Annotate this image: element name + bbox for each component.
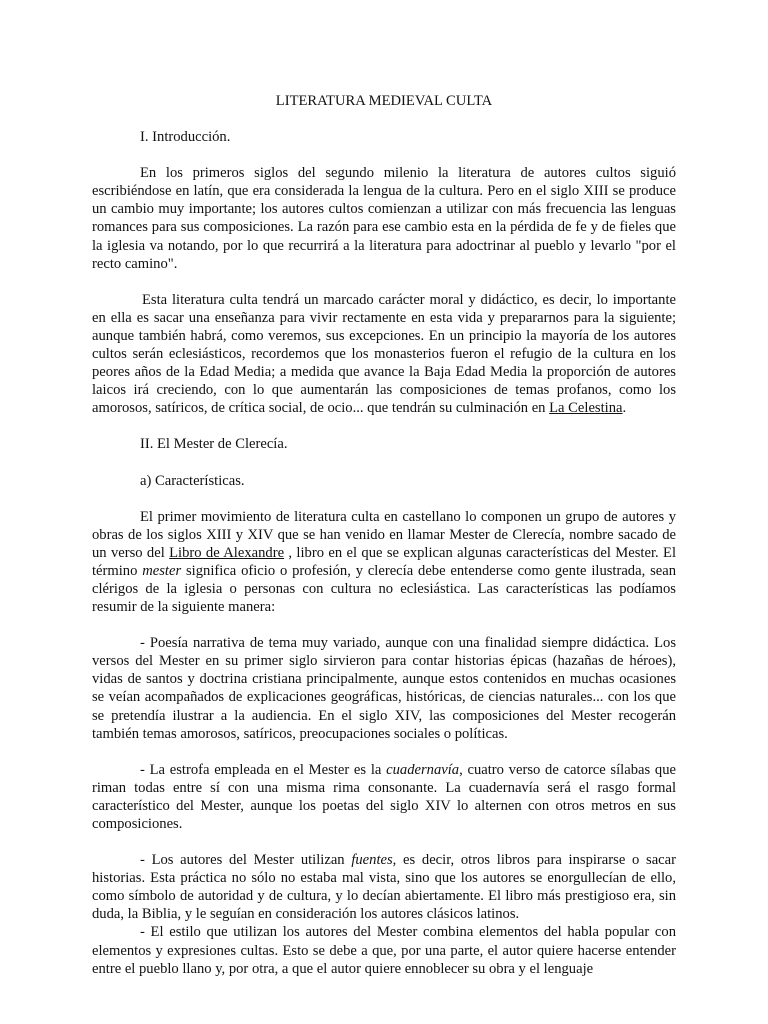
term-fuentes: fuentes <box>351 852 393 869</box>
term-mester: mester <box>142 562 182 579</box>
paragraph-fuentes-b: , es decir, otros libros para inspirarse o sacar historias. Esta práctica no sólo no estaba mal vista, sino que los autores se enorgullecían de ello, como símbolo de autoridad y de cultura, y lo decían abiertamente. El libro más prestigioso era, sin duda, la Biblia, y le seguían en consideración los autores clásicos latinos. <box>92 852 676 923</box>
term-cuadernavia: cuadernavía <box>386 761 460 778</box>
paragraph-mester-1 <box>92 508 676 617</box>
paragraph-mester-1-b: , libro en el que se explican algunas características del Mester. El término <box>92 544 677 579</box>
subheading-caracteristicas: a) Características. <box>140 472 245 489</box>
paragraph-characteristic-estrofa <box>92 761 676 833</box>
paragraph-mester-1-a: El primer movimiento de literatura culta en castellano lo componen un grupo de autores y obras de los siglos XIII y XIV que se han venido en llamar Mester de Clerecía, nombre sacado de un verso del <box>92 508 676 561</box>
paragraph-characteristic-tema: - Poesía narrativa de tema muy variado, aunque con una finalidad siempre didáctica. Los versos del Mester en su primer siglo sirvieron para contar historias épicas (hazañas de héroes), vidas de santos y doctrina cristiana principalmente, aunque estos contenidos en muchas ocasiones se veían acompañados de explicaciones geográficas, históricas, de ciencias naturales... con los que se pretendía ilustrar a la audiencia. En el siglo XIV, las composiciones del Mester recogerán también temas amorosos, satíricos, preocupaciones sociales o políticas. <box>92 635 676 742</box>
paragraph-estrofa-a: - La estrofa empleada en el Mester es la <box>140 761 387 778</box>
link-la-celestina[interactable]: La Celestina <box>549 400 623 417</box>
paragraph-intro-2 <box>92 291 676 418</box>
paragraph-estrofa-b: , cuatro verso de catorce sílabas que riman todas entre sí con una misma rima consonante. La cuadernavía será el rasgo formal característico del Mester, aunque los poetas del siglo XIV lo alternen con otros metros en sus composiciones. <box>92 761 676 832</box>
document-page <box>92 92 676 978</box>
section-heading-introduccion: I. Introducción. <box>140 129 231 146</box>
paragraph-characteristic-estilo: - El estilo que utilizan los autores del Mester combina elementos del habla popular con elementos y expresiones cultas. Esto se debe a que, por una parte, el autor quiere hacerse entender entre el pueblo llano y, por otra, a que el autor quiere ennoblecer su obra y el lenguaje <box>92 924 676 977</box>
document-title: LITERATURA MEDIEVAL CULTA <box>275 93 493 109</box>
paragraph-mester-1-c: significa oficio o profesión, y clerecía debe entenderse como gente ilustrada, sean clérigos de la iglesia o personas con cultura no eclesiástica. Las características las podíamos resumir de la siguiente manera: <box>92 562 676 616</box>
paragraph-intro-2-text: Esta literatura culta tendrá un marcado carácter moral y didáctico, es decir, lo importante en ella es sacar una enseñanza para vivir rectamente en esta vida y prepararnos para la siguiente; aunque también habrá, como veremos, sus excepciones. En un principio la mayoría de los autores cultos serán eclesiásticos, recordemos que los monasterios fueron el refugio de la cultura en los peores años de la Edad Media; a medida que avance la Baja Edad Media la proporción de autores laicos irá creciendo, con lo que aumentarán las composiciones de temas profanos, como los amorosos, satíricos, de crítica social, de ocio... que tendrán su culminación en <box>92 291 676 417</box>
paragraph-intro-1: En los primeros siglos del segundo milenio la literatura de autores cultos siguió escribiéndose en latín, que era considerada la lengua de la cultura. Pero en el siglo XIII se produce un cambio muy importante; los autores cultos comienzan a utilizar con más frecuencia las lenguas romances para sus composiciones. La razón para ese cambio esta en la pérdida de fe y de fieles que la iglesia va notando, por lo que recurrirá a la literatura para adoctrinar al pueblo y levarlo "por el recto camino". <box>92 165 676 272</box>
link-libro-de-alexandre[interactable]: Libro de Alexandre <box>169 544 285 561</box>
section-heading-mester: II. El Mester de Clerecía. <box>140 436 288 453</box>
paragraph-intro-2-end: . <box>622 400 627 417</box>
paragraph-fuentes-a: - Los autores del Mester utilizan <box>140 852 352 869</box>
paragraph-characteristic-fuentes <box>92 851 676 923</box>
